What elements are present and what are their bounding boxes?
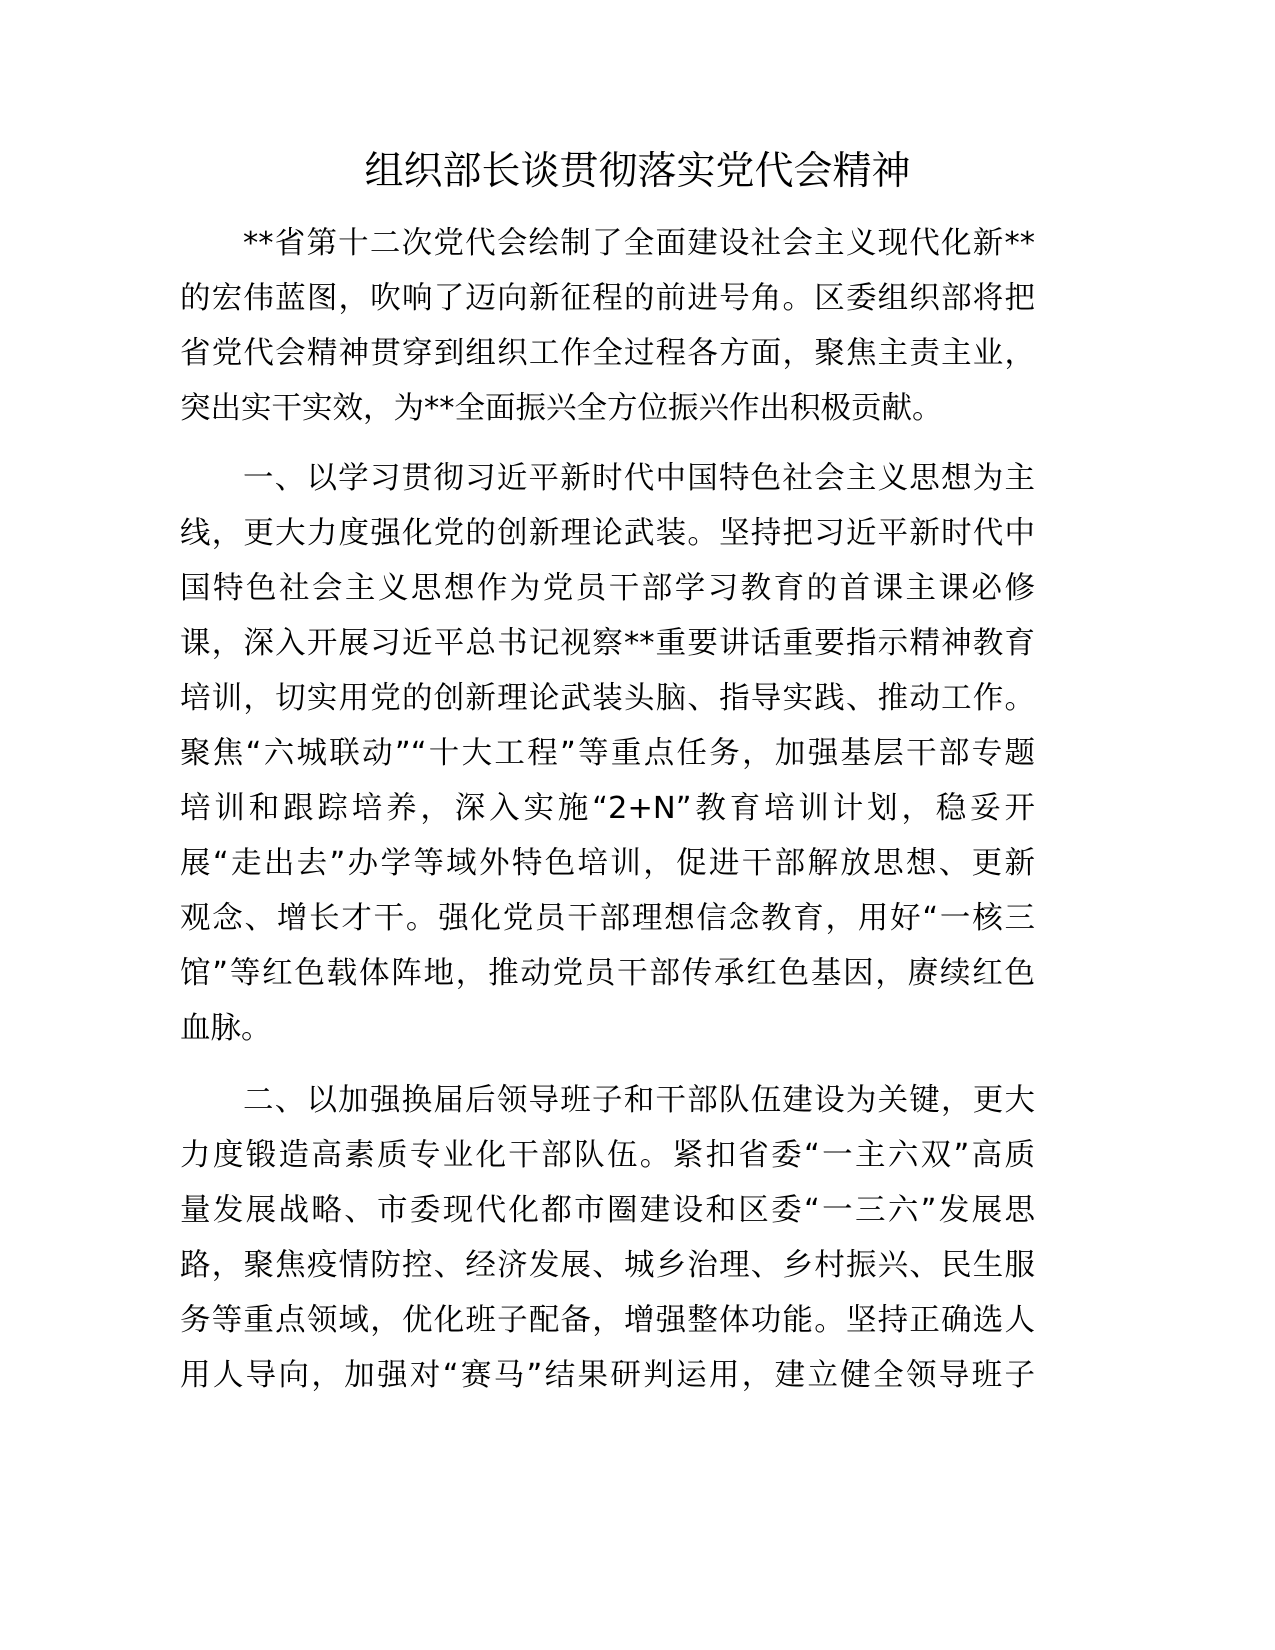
text-line: 观念、增长才干。强化党员干部理想信念教育，用好“一核三 — [180, 901, 1035, 936]
paragraph-section-two — [180, 1073, 1035, 1403]
paragraph-section-one — [180, 451, 1035, 1056]
text-line: 量发展战略、市委现代化都市圈建设和区委“一三六”发展思 — [180, 1193, 1035, 1228]
text-line: 路，聚焦疫情防控、经济发展、城乡治理、乡村振兴、民生服 — [180, 1248, 1035, 1283]
text-line: 馆”等红色载体阵地，推动党员干部传承红色基因，赓续红色 — [180, 956, 1035, 991]
paragraph-intro — [180, 216, 1035, 436]
text-line: 务等重点领域，优化班子配备，增强整体功能。坚持正确选人 — [180, 1303, 1035, 1338]
text-line: 力度锻造高素质专业化干部队伍。紧扣省委“一主六双”高质 — [180, 1138, 1035, 1173]
text-line: 用人导向，加强对“赛马”结果研判运用，建立健全领导班子 — [180, 1358, 1035, 1393]
text-line: 培训，切实用党的创新理论武装头脑、指导实践、推动工作。 — [180, 681, 1035, 716]
text-line: 线，更大力度强化党的创新理论武装。坚持把习近平新时代中 — [180, 516, 1035, 551]
text-line: 培训和跟踪培养，深入实施“2+N”教育培训计划，稳妥开 — [180, 791, 1035, 826]
text-line: 省党代会精神贯穿到组织工作全过程各方面，聚焦主责主业， — [180, 336, 1035, 371]
text-line: 的宏伟蓝图，吹响了迈向新征程的前进号角。区委组织部将把 — [180, 281, 1035, 316]
text-line: **省第十二次党代会绘制了全面建设社会主义现代化新** — [243, 226, 1035, 261]
text-line: 突出实干实效，为**全面振兴全方位振兴作出积极贡献。 — [180, 391, 943, 426]
text-line: 课，深入开展习近平总书记视察**重要讲话重要指示精神教育 — [180, 626, 1035, 661]
text-line: 聚焦“六城联动”“十大工程”等重点任务，加强基层干部专题 — [180, 736, 1035, 771]
text-line: 国特色社会主义思想作为党员干部学习教育的首课主课必修 — [180, 571, 1035, 606]
text-line: 二、以加强换届后领导班子和干部队伍建设为关键，更大 — [243, 1083, 1035, 1118]
text-line: 一、以学习贯彻习近平新时代中国特色社会主义思想为主 — [243, 461, 1035, 496]
text-line: 展“走出去”办学等域外特色培训，促进干部解放思想、更新 — [180, 846, 1035, 881]
text-line: 血脉。 — [180, 1011, 272, 1046]
document-title: 组织部长谈贯彻落实党代会精神 — [364, 149, 911, 194]
